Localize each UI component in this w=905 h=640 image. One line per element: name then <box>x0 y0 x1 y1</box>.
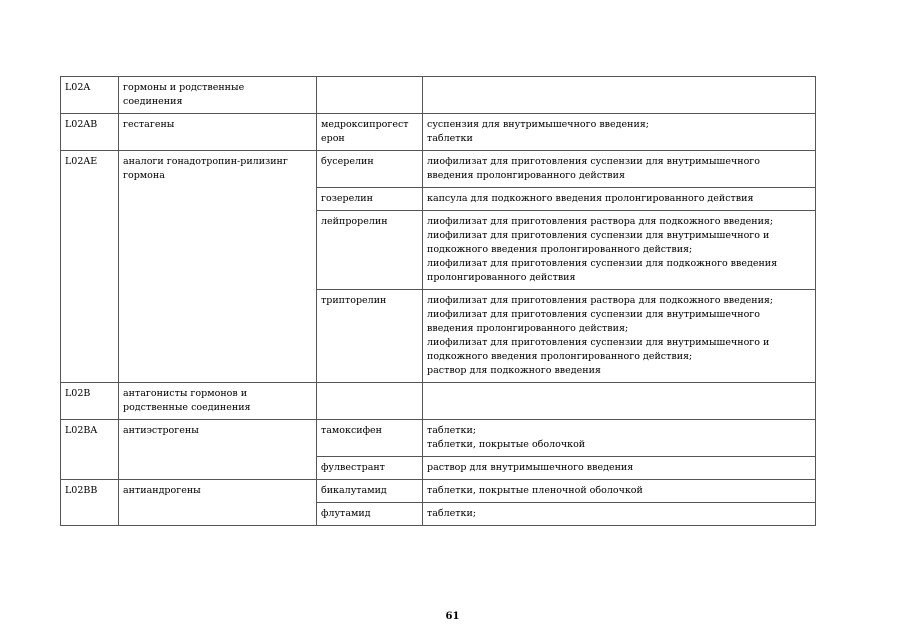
dosage-form-cell: таблетки; <box>423 503 816 526</box>
drug-name-cell: медроксипрогест ерон <box>317 114 423 151</box>
drug-name-cell: гозерелин <box>317 188 423 211</box>
drug-name-cell: фулвестрант <box>317 457 423 480</box>
drug-name-cell: лейпрорелин <box>317 211 423 290</box>
drug-name-cell: тамоксифен <box>317 420 423 457</box>
drug-name-cell: бусерелин <box>317 151 423 188</box>
table-row <box>61 420 816 457</box>
dosage-form-cell <box>423 77 816 114</box>
drug-name-cell: трипторелин <box>317 290 423 383</box>
atc-code-cell: L02A <box>61 77 119 114</box>
group-name-cell: антиэстрогены <box>119 420 317 480</box>
group-name-cell: антагонисты гормонов и родственные соединения <box>119 383 317 420</box>
atc-code-cell: L02BA <box>61 420 119 480</box>
atc-code-cell: L02B <box>61 383 119 420</box>
group-name-cell: аналоги гонадотропин-рилизинг гормона <box>119 151 317 383</box>
page-number: 61 <box>445 611 460 622</box>
dosage-form-cell: лиофилизат для приготовления раствора для подкожного введения; лиофилизат для приготовления суспензии для внутримышечного введения пролонгированного действия; лиофилизат для приготовления суспензии для внутримышечного и подкожного введения пролонгированного действия; раствор для подкожного введения <box>423 290 816 383</box>
group-name-cell: гестагены <box>119 114 317 151</box>
table-row <box>61 383 816 420</box>
table-row <box>61 77 816 114</box>
dosage-form-cell: лиофилизат для приготовления суспензии для внутримышечного введения пролонгированного действия <box>423 151 816 188</box>
drug-name-cell <box>317 383 423 420</box>
table-row <box>61 480 816 503</box>
dosage-form-cell: таблетки, покрытые пленочной оболочкой <box>423 480 816 503</box>
atc-code-cell: L02BB <box>61 480 119 526</box>
atc-code-cell: L02AB <box>61 114 119 151</box>
group-name-cell: гормоны и родственные соединения <box>119 77 317 114</box>
table-row <box>61 114 816 151</box>
table-row <box>61 151 816 188</box>
dosage-form-cell <box>423 383 816 420</box>
dosage-form-cell: суспензия для внутримышечного введения; таблетки <box>423 114 816 151</box>
dosage-form-cell: лиофилизат для приготовления раствора для подкожного введения; лиофилизат для приготовления суспензии для внутримышечного и подкожного введения пролонгированного действия; лиофилизат для приготовления суспензии для подкожного введения пролонгированного действия <box>423 211 816 290</box>
atc-code-cell: L02AE <box>61 151 119 383</box>
atc-drug-table <box>60 76 816 526</box>
drug-name-cell: бикалутамид <box>317 480 423 503</box>
dosage-form-cell: раствор для внутримышечного введения <box>423 457 816 480</box>
drug-name-cell: флутамид <box>317 503 423 526</box>
drug-name-cell <box>317 77 423 114</box>
dosage-form-cell: капсула для подкожного введения пролонгированного действия <box>423 188 816 211</box>
group-name-cell: антиандрогены <box>119 480 317 526</box>
dosage-form-cell: таблетки; таблетки, покрытые оболочкой <box>423 420 816 457</box>
